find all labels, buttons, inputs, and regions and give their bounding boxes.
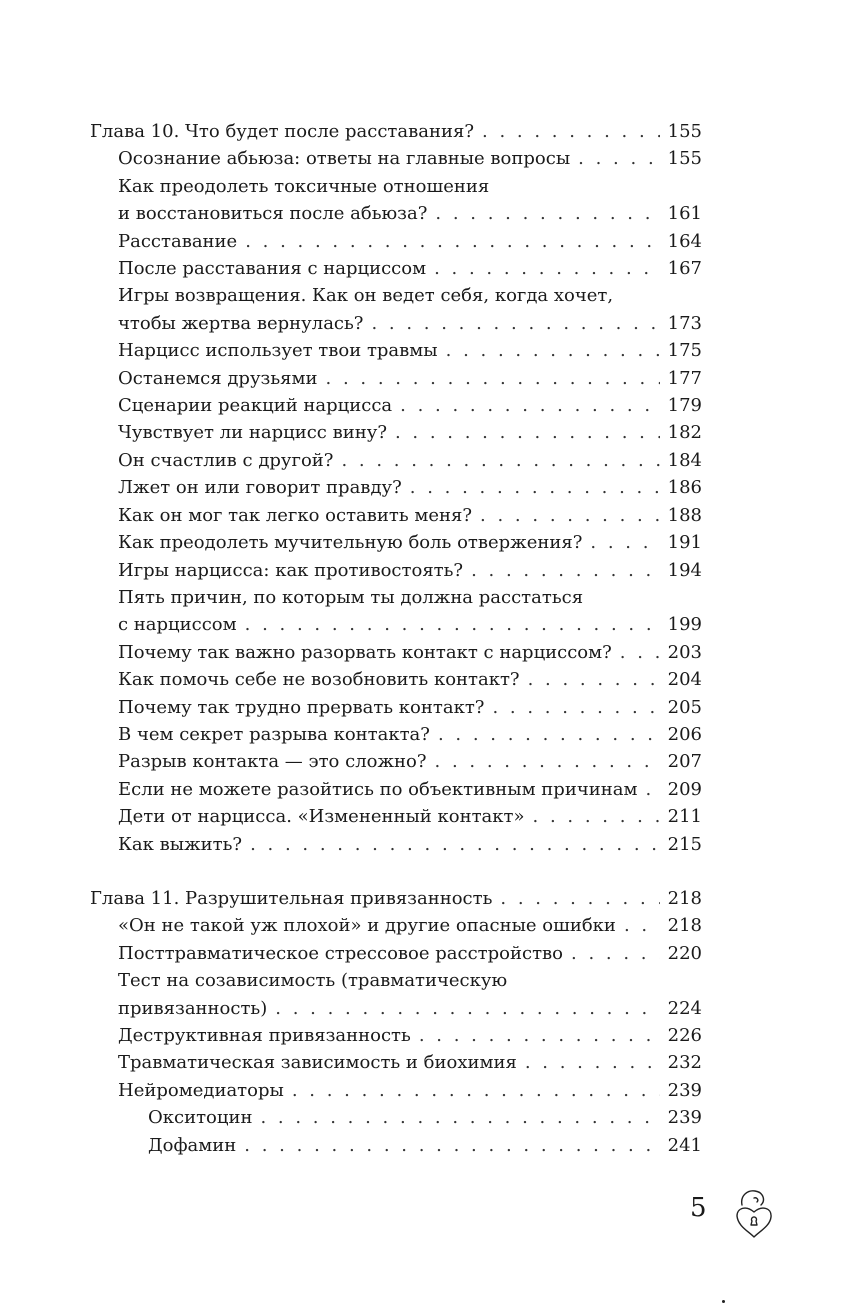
dot-leader (326, 365, 660, 392)
dot-leader (528, 666, 660, 693)
toc-entry (90, 748, 702, 775)
toc-entry (90, 584, 702, 639)
toc-entry-title: Тест на созависимость (травматическую (118, 970, 508, 992)
toc-entry-line (118, 940, 702, 967)
toc-entry-title: Сценарии реакций нарцисса (118, 395, 393, 417)
table-of-contents (90, 118, 702, 1159)
dot-leader (482, 118, 660, 145)
toc-page-number: 239 (667, 1079, 702, 1101)
toc-page-number: 188 (667, 504, 702, 526)
toc-entry-line (118, 365, 702, 392)
toc-entry-line (118, 447, 702, 474)
toc-entry (90, 967, 702, 1022)
toc-entry-line (118, 200, 702, 227)
toc-page-number: 167 (667, 258, 702, 280)
toc-entry (90, 255, 702, 282)
toc-entry-line (118, 474, 702, 501)
toc-entry-title: Он счастлив с другой? (118, 449, 334, 471)
toc-chapter-heading (90, 118, 702, 145)
toc-entry (90, 1104, 702, 1131)
toc-entry (90, 474, 702, 501)
toc-entry (90, 365, 702, 392)
toc-entry-title: и восстановиться после абьюза? (118, 203, 428, 225)
dot-leader (250, 831, 660, 858)
toc-entry-line (148, 1104, 702, 1131)
toc-entry-title: Как преодолеть мучительную боль отвержения? (118, 532, 583, 554)
toc-entry-title: Разрыв контакта — это сложно? (118, 751, 427, 773)
toc-entry-title: В чем секрет разрыва контакта? (118, 723, 430, 745)
toc-entry (90, 529, 702, 556)
toc-entry (90, 1022, 702, 1049)
toc-entry-title: После расставания с нарциссом (118, 258, 427, 280)
toc-page-number: 224 (667, 997, 702, 1019)
toc-page-number: 194 (667, 559, 702, 581)
dot-leader (480, 502, 660, 529)
toc-entry-line (148, 1132, 702, 1159)
toc-entry (90, 337, 702, 364)
toc-entry-line (118, 337, 702, 364)
toc-entry-title: Останемся друзьями (118, 367, 318, 389)
toc-entry (90, 721, 702, 748)
dot-leader (260, 1104, 660, 1131)
toc-entry-title: Окситоцин (148, 1107, 253, 1129)
toc-chapter-heading (90, 885, 702, 912)
toc-entry (90, 694, 702, 721)
toc-entry-title: Почему так трудно прервать контакт? (118, 696, 485, 718)
toc-page-number: 218 (667, 887, 702, 909)
dot-leader (624, 912, 660, 939)
toc-entry-line (118, 995, 702, 1022)
toc-page-number: 161 (667, 203, 702, 225)
dot-leader (275, 995, 660, 1022)
toc-entry-line (118, 639, 702, 666)
toc-entry (90, 1132, 702, 1159)
toc-page-number: 226 (667, 1025, 702, 1046)
toc-entry-title: Нарцисс использует твои травмы (118, 340, 438, 362)
toc-entry-title: Почему так важно разорвать контакт с нарциссом? (118, 641, 612, 663)
toc-entry-title: с нарциссом (118, 614, 237, 636)
heart-lock-icon (728, 1186, 780, 1242)
dot-leader (471, 557, 660, 584)
dot-leader (500, 885, 660, 912)
toc-entry (90, 666, 702, 693)
toc-entry (90, 392, 702, 419)
dot-leader (590, 529, 660, 556)
toc-page-number: 155 (667, 121, 702, 142)
toc-entry-line (118, 1077, 702, 1104)
toc-entry (90, 173, 702, 228)
toc-entry-title: Игры возвращения. Как он ведет себя, когда хочет, (118, 285, 614, 307)
toc-entry-title: Осознание абьюза: ответы на главные вопросы (118, 148, 571, 170)
toc-page-number: 179 (667, 395, 702, 417)
toc-entry-line (118, 529, 702, 556)
toc-entry (90, 1049, 702, 1076)
toc-entry-title: Как выжить? (118, 833, 243, 855)
toc-entry-title: Дети от нарцисса. «Измененный контакт» (118, 806, 525, 828)
toc-entry-line (118, 1022, 702, 1049)
toc-entry (90, 831, 702, 858)
toc-page-number: 241 (667, 1134, 702, 1156)
toc-entry-title: Глава 10. Что будет после расставания? (90, 121, 474, 142)
toc-page-number: 218 (667, 915, 702, 937)
toc-entry-line (118, 1049, 702, 1076)
toc-entry-line (118, 419, 702, 446)
toc-entry-line (118, 694, 702, 721)
dot-leader (438, 721, 660, 748)
toc-entry (90, 1077, 702, 1104)
dot-leader (341, 447, 660, 474)
toc-entry-title: Расставание (118, 230, 238, 252)
toc-entry-line (118, 666, 702, 693)
toc-entry-title: чтобы жертва вернулась? (118, 312, 364, 334)
toc-page-number: 215 (667, 833, 702, 855)
dot-leader (292, 1077, 660, 1104)
dot-leader (525, 1049, 660, 1076)
toc-page-number: 199 (667, 614, 702, 636)
toc-entry (90, 776, 702, 803)
toc-page-number: 220 (667, 942, 702, 964)
dot-leader (244, 1132, 660, 1159)
toc-entry-title: Как преодолеть токсичные отношения (118, 175, 490, 197)
toc-entry (90, 282, 702, 337)
toc-page-number: 175 (667, 340, 702, 362)
page-number: 5 (690, 1193, 707, 1223)
dot-leader (395, 419, 660, 446)
dot-leader (245, 228, 660, 255)
dot-leader (578, 145, 660, 172)
dot-leader (492, 694, 660, 721)
toc-entry-line (118, 776, 702, 803)
toc-entry-title: Пять причин, по которым ты должна расстаться (118, 586, 584, 608)
toc-page-number: 186 (667, 477, 702, 499)
toc-page-number: 239 (667, 1107, 702, 1129)
toc-entry-line (90, 118, 702, 145)
dot-leader (245, 611, 660, 638)
toc-entry-line (118, 611, 702, 638)
toc-entry (90, 228, 702, 255)
toc-entry-title: Как он мог так легко оставить меня? (118, 504, 473, 526)
toc-entry-line (90, 885, 702, 912)
dot-leader (400, 392, 660, 419)
toc-entry-title: Травматическая зависимость и биохимия (118, 1052, 517, 1074)
toc-entry-line (118, 831, 702, 858)
toc-entry-title: Дофамин (148, 1134, 237, 1156)
toc-entry-title: Если не можете разойтись по объективным причинам (118, 778, 638, 800)
toc-page-number: 164 (667, 230, 702, 252)
toc-entry-title: Глава 11. Разрушительная привязанность (90, 887, 493, 909)
dot-leader (419, 1022, 660, 1049)
toc-entry-title: «Он не такой уж плохой» и другие опасные ошибки (118, 915, 616, 937)
toc-entry-line (118, 557, 702, 584)
toc-entry-line (118, 228, 702, 255)
toc-entry-line (118, 145, 702, 172)
toc-page-number: 207 (667, 751, 702, 773)
toc-entry (90, 419, 702, 446)
toc-entry (90, 145, 702, 172)
toc-page-number: 232 (667, 1052, 702, 1074)
toc-page-number: 211 (667, 806, 702, 828)
toc-page-number: 173 (667, 312, 702, 334)
toc-entry-title: Нейромедиаторы (118, 1079, 284, 1101)
toc-entry-line (118, 721, 702, 748)
toc-entry (90, 502, 702, 529)
toc-page-number: 184 (667, 449, 702, 471)
toc-entry-title: Деструктивная привязанность (118, 1025, 411, 1046)
dot-leader (620, 639, 660, 666)
toc-entry-title: Посттравматическое стрессовое расстройство (118, 942, 563, 964)
toc-entry (90, 912, 702, 939)
toc-entry-title: Игры нарцисса: как противостоять? (118, 559, 464, 581)
toc-entry-line (118, 748, 702, 775)
toc-entry (90, 557, 702, 584)
toc-chapter (90, 118, 702, 858)
toc-page-number: 206 (667, 723, 702, 745)
toc-page-number: 209 (667, 778, 702, 800)
toc-entry-line (118, 502, 702, 529)
toc-entry-line (118, 255, 702, 282)
toc-entry-line (118, 310, 702, 337)
toc-entry (90, 803, 702, 830)
print-mark (722, 1300, 725, 1303)
toc-entry-line (118, 912, 702, 939)
dot-leader (434, 255, 660, 282)
dot-leader (410, 474, 660, 501)
toc-page-number: 203 (667, 641, 702, 663)
toc-page-number: 204 (667, 669, 702, 691)
dot-leader (533, 803, 660, 830)
toc-page-number: 182 (667, 422, 702, 444)
toc-entry-line (118, 392, 702, 419)
dot-leader (435, 748, 660, 775)
toc-entry (90, 639, 702, 666)
toc-entry-title: Лжет он или говорит правду? (118, 477, 402, 499)
toc-page-number: 177 (667, 367, 702, 389)
toc-page-number: 155 (667, 148, 702, 170)
toc-entry-line (118, 803, 702, 830)
toc-entry (90, 447, 702, 474)
dot-leader (371, 310, 660, 337)
toc-entry-title: Чувствует ли нарцисс вину? (118, 422, 387, 444)
toc-chapter (90, 885, 702, 1159)
dot-leader (571, 940, 660, 967)
dot-leader (446, 337, 660, 364)
dot-leader (645, 776, 660, 803)
toc-entry (90, 940, 702, 967)
dot-leader (435, 200, 660, 227)
toc-entry-title: Как помочь себе не возобновить контакт? (118, 669, 520, 691)
toc-page-number: 205 (667, 696, 702, 718)
toc-entry-title: привязанность) (118, 997, 268, 1019)
toc-page-number: 191 (667, 532, 702, 554)
